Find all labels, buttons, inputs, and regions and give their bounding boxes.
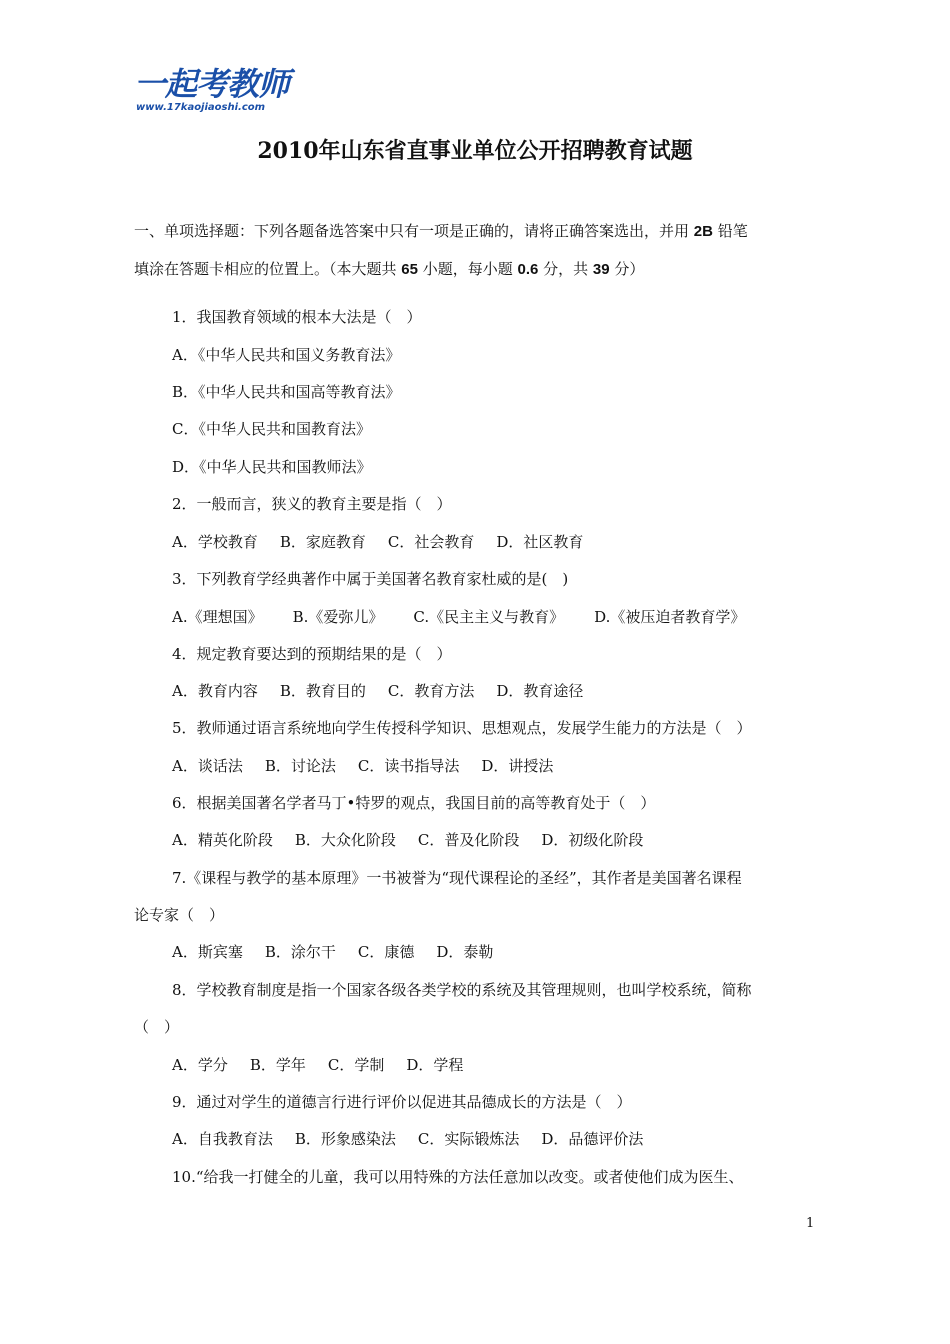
option-1d: D．《中华人民共和国教师法》 (172, 458, 372, 476)
page-title: 2010年山东省直事业单位公开招聘教育试题 (257, 138, 693, 164)
option: D．泰勒 (436, 943, 494, 961)
option: B．形象感染法 (294, 1130, 396, 1148)
option-1a: A．《中华人民共和国义务教育法》 (172, 346, 401, 364)
question-1: 1．我国教育领域的根本大法是（ ） (172, 308, 422, 326)
options-3 (172, 607, 767, 627)
option: D．品德评价法 (541, 1130, 644, 1148)
option: D．社区教育 (496, 533, 584, 551)
option: B.《爱弥儿》 (292, 608, 384, 626)
option: C．普及化阶段 (417, 831, 520, 849)
options-8 (172, 1055, 485, 1075)
question-2: 2．一般而言，狭义的教育主要是指（ ） (172, 495, 452, 513)
option: C．学制 (327, 1056, 385, 1074)
options-6 (172, 830, 665, 850)
question-9: 9．通过对学生的道德言行进行评价以促进其品德成长的方法是（ ） (172, 1093, 632, 1111)
options-7 (172, 942, 515, 962)
option: D．初级化阶段 (541, 831, 644, 849)
question-3: 3．下列教育学经典著作中属于美国著名教育家杜威的是( ) (172, 570, 569, 588)
option: C.《民主主义与教育》 (413, 608, 565, 626)
option: D．教育途径 (496, 682, 584, 700)
option: B．教育目的 (279, 682, 366, 700)
options-2 (172, 532, 605, 552)
option: A．教育内容 (172, 682, 258, 700)
question-8-line1: 8．学校教育制度是指一个国家各级各类学校的系统及其管理规则，也叫学校系统，简称 (172, 981, 752, 999)
question-8-line2: （ ） (134, 1018, 180, 1036)
option: A．谈话法 (172, 757, 243, 775)
option: C．社会教育 (387, 533, 475, 551)
section-instruction-line1: 一、单项选择题：下列各题备选答案中只有一项是正确的，请将正确答案选出，并用 2B 铅笔 (134, 222, 748, 240)
logo-text: 一起考教师 (134, 65, 290, 103)
option-1c: C．《中华人民共和国教育法》 (172, 420, 371, 438)
option: A.《理想国》 (172, 608, 263, 626)
option: A．学校教育 (172, 533, 258, 551)
option: B．讨论法 (264, 757, 336, 775)
option: D．讲授法 (481, 757, 554, 775)
question-10: 10.“给我一打健全的儿童，我可以用特殊的方法任意加以改变。或者使他们成为医生、 (172, 1168, 744, 1186)
option: C．教育方法 (387, 682, 475, 700)
section-instruction-line2: 填涂在答题卡相应的位置上。（本大题共 65 小题，每小题 0.6 分，共 39 分） (134, 260, 645, 278)
question-7-line2: 论专家（ ） (134, 906, 225, 924)
question-6: 6．根据美国著名学者马丁•特罗的观点，我国目前的高等教育处于（ ） (172, 794, 656, 812)
option: A．学分 (172, 1056, 228, 1074)
option: D．学程 (406, 1056, 464, 1074)
options-5 (172, 756, 575, 776)
question-7-line1: 7.《课程与教学的基本原理》一书被誉为“现代课程论的圣经”，其作者是美国著名课程 (172, 869, 742, 887)
option: A．斯宾塞 (172, 943, 243, 961)
option: D.《被压迫者教育学》 (594, 608, 746, 626)
options-4 (172, 681, 605, 701)
logo (134, 66, 304, 118)
option: C．读书指导法 (357, 757, 460, 775)
question-4: 4．规定教育要达到的预期结果的是（ ） (172, 645, 452, 663)
option: B．涂尔干 (264, 943, 336, 961)
option: C．康德 (357, 943, 415, 961)
page-number: 1 (806, 1216, 815, 1231)
question-5: 5．教师通过语言系统地向学生传授科学知识、思想观点，发展学生能力的方法是（ ） (172, 719, 752, 737)
option: B．学年 (249, 1056, 306, 1074)
option: B．家庭教育 (279, 533, 366, 551)
options-9 (172, 1129, 665, 1149)
option: B．大众化阶段 (294, 831, 396, 849)
logo-url: www.17kaojiaoshi.com (136, 102, 266, 113)
option-1b: B．《中华人民共和国高等教育法》 (172, 383, 401, 401)
option: C．实际锻炼法 (417, 1130, 520, 1148)
option: A．自我教育法 (172, 1130, 273, 1148)
option: A．精英化阶段 (172, 831, 273, 849)
